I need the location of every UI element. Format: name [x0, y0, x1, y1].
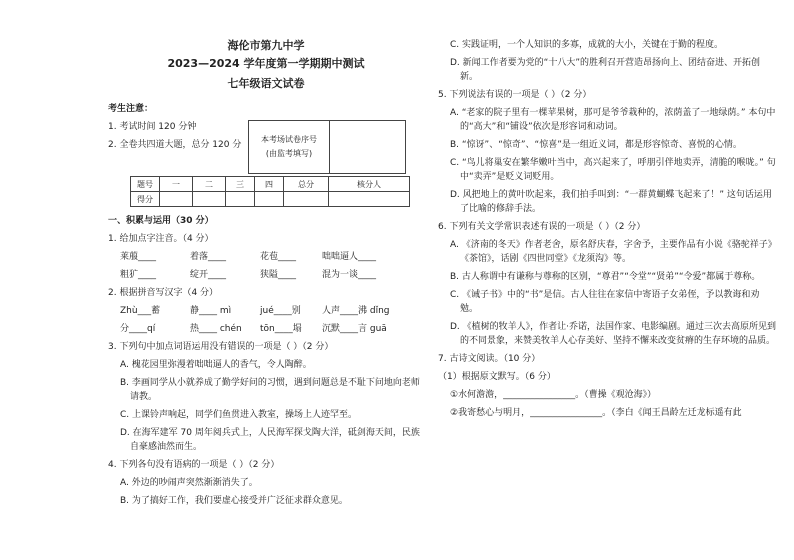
q3-option-a: A. 槐花园里弥漫着咄咄逼人的香气，令人陶醉。 [120, 360, 312, 370]
q4-option-b: B. 为了搞好工作，我们要虚心接受并广泛征求群众意见。 [120, 496, 348, 506]
score-header-row [131, 177, 410, 192]
q1-item: 混为一谈____ [322, 270, 377, 280]
seat-number-field[interactable] [330, 121, 405, 173]
score-header-cell: 二 [193, 177, 226, 192]
q1-item: 莱菔____ [120, 252, 157, 262]
q6-option-a: A. 《济南的冬天》作者老舍，原名舒庆春，字舍予，主要作品有小说《骆驼祥子》《茶馆》，话剧《四世同堂》《龙须沟》等。 [450, 240, 773, 264]
q2-row [108, 304, 424, 318]
score-cell[interactable] [284, 192, 329, 207]
score-header-cell: 三 [226, 177, 255, 192]
score-row-label: 得分 [131, 192, 160, 207]
right-column [438, 38, 776, 420]
q1-item: 着落____ [190, 252, 227, 262]
question-6: 6. 下列有关文学常识表述有误的一项是（ ）（2 分） [438, 222, 646, 232]
q1-item: 咄咄逼人____ [322, 252, 377, 262]
q7-item-b: ②我寄愁心与明月，________________。（李白《闻王昌龄左迁龙标遥有此 [450, 408, 742, 418]
notes-title: 考生注意： [108, 104, 154, 114]
question-3: 3. 下列句中加点词语运用没有错误的一项是（ ）（2 分） [108, 342, 334, 352]
q1-item: 花苞____ [260, 252, 297, 262]
q5-option-d: D. 风把地上的黄叶吹起来，我们拍手叫到：“一群黄蝴蝶飞起来了！” 这句话运用了比喻的修辞手法。 [450, 190, 772, 214]
note-item: 2. 全卷共四道大题，总分 120 分 [108, 140, 242, 150]
seat-number-label [249, 121, 330, 173]
score-cell[interactable] [160, 192, 193, 207]
score-header-cell: 一 [160, 177, 193, 192]
q6-option-d: D. 《植树的牧羊人》，作者让·乔诺，法国作家、电影编剧。通过三次去高原所见到的不同景象，来赞美牧羊人心存美好、坚持不懈来改变贫瘠的生存环境的品质。 [450, 322, 777, 346]
score-cell[interactable] [329, 192, 410, 207]
q3-option-b: B. 李画同学从小就养成了勤学好问的习惯，遇到问题总是不耻下问地向老师请教。 [120, 378, 420, 402]
question-7-1: （1）根据原文默写。（6 分） [438, 372, 556, 382]
q7-item-a: ①水何澹澹，________________。（曹操《观沧海》） [450, 390, 657, 400]
q4-option-c: C. 实践证明，一个人知识的多寡，成就的大小，关键在于勤的程度。 [450, 40, 724, 50]
left-questions [108, 214, 424, 508]
q2-item: 人声____沸 dǐng [322, 306, 390, 316]
q2-item: 沉默____言 guā [322, 324, 387, 334]
q2-item: 静____ mì [190, 306, 232, 316]
q1-row [108, 250, 424, 264]
q1-item: 粗犷____ [120, 270, 157, 280]
q2-item: jué____别 [260, 306, 301, 316]
q2-item: Zhù___蓄 [120, 306, 161, 316]
q4-option-d: D. 新闻工作者要为党的“十八大”的胜利召开营造昂扬向上、团结奋进、开拓创新。 [450, 58, 760, 82]
q5-option-c: C. “鸟儿将巢安在繁华嫩叶当中，高兴起来了，呼朋引伴地卖弄，清脆的喉咙。” 句中“卖弄”是贬义词贬用。 [450, 158, 776, 182]
score-value-row [131, 192, 410, 207]
score-header-cell: 四 [255, 177, 284, 192]
q2-row [108, 322, 424, 336]
score-cell[interactable] [193, 192, 226, 207]
section-title: 一、积累与运用（30 分） [108, 216, 214, 226]
q5-option-a: A. “老家的院子里有一棵苹果树，那可是爷爷栽种的，浓荫盖了一地绿荫。” 本句中的“高大”和“铺设”依次是形容词和动词。 [450, 108, 776, 132]
q2-item: 分____qí [120, 324, 156, 334]
exam-subject: 七年级语文试卷 [227, 77, 305, 90]
score-cell[interactable] [226, 192, 255, 207]
seat-label-line1: 本考场试卷序号 [261, 135, 317, 144]
question-2: 2. 根据拼音写汉字（4 分） [108, 288, 219, 298]
q1-item: 绽开____ [190, 270, 227, 280]
exam-term: 2023—2024 学年度第一学期期中测试 [167, 57, 365, 70]
score-header-cell: 核分人 [329, 177, 410, 192]
school-name: 海伦市第九中学 [227, 39, 305, 52]
q4-option-a: A. 外边的吵闹声突然渐渐消失了。 [120, 478, 258, 488]
question-4: 4. 下列各句没有语病的一项是（ ）（2 分） [108, 460, 280, 470]
seat-number-box [248, 120, 406, 174]
question-7: 7. 古诗文阅读。（10 分） [438, 354, 541, 364]
score-header-cell: 题号 [131, 177, 160, 192]
q2-item: 热____ chén [190, 324, 242, 334]
q2-item: tōn____塌 [260, 324, 302, 334]
q6-option-b: B. 古人称谓中有谦称与尊称的区别，“尊君”“令堂”“贤弟”“令爱”都属于尊称。 [450, 272, 761, 282]
q5-option-b: B. “惊讶”、“惊奇”、“惊喜”是一组近义词，都是形容惊奇、喜悦的心情。 [450, 140, 742, 150]
score-cell[interactable] [255, 192, 284, 207]
q3-option-c: C. 上课铃声响起，同学们鱼贯进入教室，操场上人迹罕至。 [120, 410, 358, 420]
question-5: 5. 下列说法有误的一项是（ ）（2 分） [438, 90, 592, 100]
note-item: 1. 考试时间 120 分钟 [108, 122, 197, 132]
score-table [130, 176, 410, 207]
seat-label-line2: (由监考填写) [265, 149, 313, 158]
q1-item: 狭隘____ [260, 270, 297, 280]
q1-row [108, 268, 424, 282]
question-1: 1. 给加点字注音。（4 分） [108, 234, 214, 244]
q6-option-c: C. 《诫子书》中的“书”是信。古人往往在家信中寄语子女弟侄，予以教诲和劝勉。 [450, 290, 760, 314]
score-header-cell: 总分 [284, 177, 329, 192]
q3-option-d: D. 在海军建军 70 周年阅兵式上，人民海军探戈陶大洋，砥剑海天间，民族自豪感油然而生。 [120, 428, 420, 452]
